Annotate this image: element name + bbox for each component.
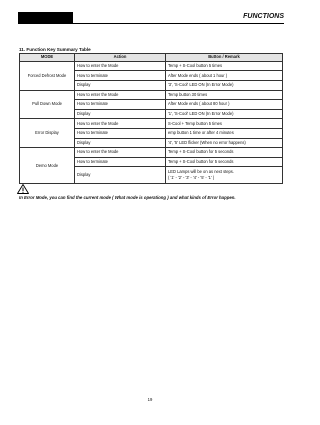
action-cell: How to enter the Mode [75, 61, 166, 71]
remark-cell: Temp button 30 times [166, 90, 283, 100]
action-cell: How to terminate [75, 100, 166, 110]
table-row [20, 90, 283, 100]
page-header [18, 12, 284, 24]
remark-cell: Temp + S-Cool button for 5 seconds [166, 157, 283, 167]
remark-cell: S-Cool + Temp button 5 times [166, 119, 283, 129]
action-cell: Display [75, 167, 166, 184]
remark-line: ( '1' - '2' - '3' - '4' - '5' - '1' ) [168, 175, 215, 181]
function-key-summary-table [19, 53, 283, 184]
action-cell: How to terminate [75, 71, 166, 81]
action-cell: Display [75, 80, 166, 90]
mode-cell: Demo Mode [20, 148, 75, 184]
remark-line: LED Lamps will be on as next steps. [168, 169, 234, 175]
action-cell: How to terminate [75, 157, 166, 167]
mode-cell: Forced Defrost Mode [20, 61, 75, 90]
table-row [20, 119, 283, 129]
column-header-action: Action [75, 54, 166, 62]
remark-cell: emp button 1 time or after 4 minutes [166, 128, 283, 138]
remark-cell: After Mode ends ( about 80 hour ) [166, 100, 283, 110]
column-header-mode: MODE [20, 54, 75, 62]
page-number: 19 [147, 397, 153, 402]
table-row [20, 148, 283, 158]
mode-cell: Pull Down Mode [20, 90, 75, 119]
action-cell: How to terminate [75, 128, 166, 138]
header-title: FUNCTIONS [243, 13, 284, 20]
remark-cell: '4', '5' LED flicker (When no error happens) [166, 138, 283, 148]
remark-cell: After Mode ends ( about 1 hour ) [166, 71, 283, 81]
remark-cell: Temp + S-Cool button 5 times [166, 61, 283, 71]
column-header-remark: Button / Remark [166, 54, 283, 62]
table-header-row [20, 54, 283, 62]
remark-cell: '1', 'S-Cool' LED ON (In Error Mode) [166, 109, 283, 119]
section-title: 11. Function Key Summary Table [19, 47, 91, 52]
action-cell: How to enter the Mode [75, 148, 166, 158]
table-row [20, 61, 283, 71]
error-mode-note: In Error Mode, you can find the current mode ( What mode is operationg ) and what kinds of Error happen. [19, 195, 236, 200]
remark-cell: '3', 'S-Cool' LED ON (In Error Mode) [166, 80, 283, 90]
warning-icon [17, 184, 29, 194]
remark-cell: Temp + S-Cool button for 5 seconds [166, 148, 283, 158]
remark-cell [166, 167, 283, 184]
action-cell: Display [75, 138, 166, 148]
action-cell: How to enter the Mode [75, 90, 166, 100]
mode-cell: Error Display [20, 119, 75, 148]
header-black-block [18, 12, 73, 23]
action-cell: How to enter the Mode [75, 119, 166, 129]
action-cell: Display [75, 109, 166, 119]
